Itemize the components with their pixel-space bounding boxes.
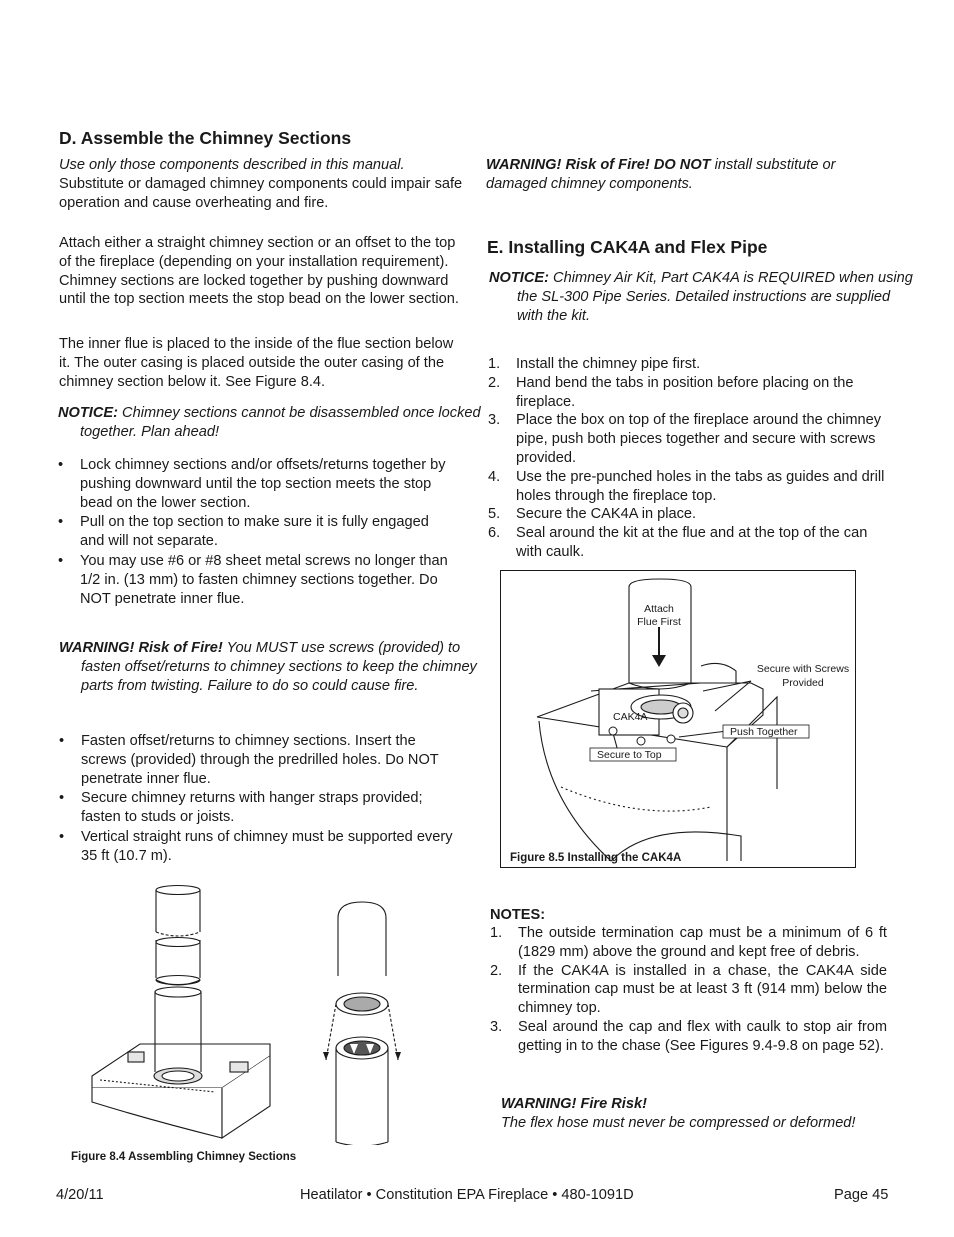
intro-italic: Use only those components described in this manual.: [59, 157, 405, 173]
fire-risk-warning: [501, 1095, 891, 1133]
list-item: • Vertical straight runs of chimney must be supported every 35 ft (10.7 m).: [59, 828, 465, 866]
list-item: 3. Place the box on top of the fireplace around the chimney pipe, push both pieces together and secure with screws provided.: [488, 412, 882, 466]
bullet-list-1: [58, 456, 456, 608]
section-d-para2: The inner flue is placed to the inside of the flue section below it. The outer casing is placed outside the outer casing of the chimney section below it. See Figure 8.4.: [59, 336, 454, 390]
fire-risk-label: WARNING! Fire Risk!: [501, 1096, 647, 1112]
notes-title: NOTES:: [490, 907, 546, 923]
list-item: 2. If the CAK4A is installed in a chase, the CAK4A side termination cap must be at least 3 ft (914 mm) below the chimney top.: [490, 962, 887, 1017]
label-push-together: Push Together: [730, 726, 798, 738]
figure-8-4-caption: Figure 8.4 Assembling Chimney Sections: [71, 1151, 297, 1163]
footer-page-number: Page 45: [834, 1187, 889, 1203]
label-cak4a: CAK4A: [613, 711, 648, 723]
label-secure-to-top: Secure to Top: [597, 749, 662, 761]
label-attach: Attach: [644, 603, 674, 615]
list-item: 4. Use the pre-punched holes in the tabs as guides and drill holes through the fireplace top.: [488, 468, 885, 504]
notice-label: NOTICE:: [58, 405, 118, 421]
list-item: 1. The outside termination cap must be a minimum of 6 ft (1829 mm) above the ground and kept free of debris.: [490, 925, 887, 960]
figure-8-5: [500, 570, 856, 868]
fire-risk-text: The flex hose must never be compressed or deformed!: [501, 1114, 856, 1131]
notice-text: Chimney Air Kit, Part CAK4A is REQUIRED when using the SL-300 Pipe Series. Detailed instructions are supplied with the kit.: [517, 270, 913, 324]
label-flue-first: Flue First: [637, 616, 681, 628]
section-d-intro: [59, 156, 464, 212]
right-top-warning: [486, 156, 898, 194]
chimney-sections-illustration: [80, 880, 420, 1145]
footer-date: 4/20/11: [56, 1187, 104, 1203]
figure-8-5-caption: Figure 8.5 Installing the CAK4A: [510, 852, 682, 864]
list-item: • Fasten offset/returns to chimney sections. Insert the screws (provided) through the predrilled holes. Do NOT penetrate inner flue.: [59, 732, 465, 788]
section-d-warning: [59, 639, 486, 695]
list-item: • Lock chimney sections and/or offsets/returns together by pushing downward until the top section meets the stop bead on the lower section.: [58, 456, 456, 512]
intro-rest: Substitute or damaged chimney components could impair safe operation and cause overheating and fire.: [59, 175, 463, 211]
list-item: • Pull on the top section to make sure it is fully engaged and will not separate.: [58, 513, 456, 551]
section-e-notice: [489, 269, 919, 325]
section-d-para1: Attach either a straight chimney section or an offset to the top of the fireplace (depending on your installation requirement). Chimney sections are locked together by pushing downward until the top section meets the stop bead on the lower section.: [59, 235, 459, 308]
cak4a-illustration: [501, 571, 855, 867]
footer-title: Heatilator • Constitution EPA Fireplace • 480-1091D: [300, 1187, 634, 1203]
bullet-list-2: [59, 732, 465, 866]
list-item: 6. Seal around the kit at the flue and at the top of the can with caulk.: [488, 525, 868, 560]
notes-list: [490, 924, 887, 1056]
section-d-notice: [58, 404, 486, 442]
section-e-title: E. Installing CAK4A and Flex Pipe: [487, 237, 768, 257]
warning-text: install substitute or damaged chimney components.: [486, 157, 836, 192]
list-item: 5. Secure the CAK4A in place.: [488, 506, 697, 523]
install-steps: [488, 355, 888, 562]
notice-label: NOTICE:: [489, 270, 549, 286]
list-item: • Secure chimney returns with hanger straps provided; fasten to studs or joists.: [59, 789, 465, 827]
warning-label: WARNING! Risk of Fire!: [59, 640, 223, 656]
warning-label: WARNING! Risk of Fire! DO NOT: [486, 157, 711, 173]
label-secure-with-screws: Secure with Screws: [756, 663, 850, 675]
label-provided: Provided: [782, 677, 824, 689]
warning-text: You MUST use screws (provided) to fasten offset/returns to chimney sections to keep the chimney parts from twisting. Failure to do so could cause fire.: [81, 640, 477, 694]
list-item: 3. Seal around the cap and flex with caulk to stop air from getting in to the chase (See Figures 9.4-9.8 on page 52).: [490, 1018, 887, 1054]
notice-text: Chimney sections cannot be disassembled once locked together. Plan ahead!: [80, 405, 481, 440]
list-item: 1. Install the chimney pipe first.: [488, 356, 701, 372]
section-d-title: D. Assemble the Chimney Sections: [59, 128, 352, 148]
list-item: • You may use #6 or #8 sheet metal screws no longer than 1/2 in. (13 mm) to fasten chimney sections together. Do NOT penetrate inner flue.: [58, 552, 456, 608]
list-item: 2. Hand bend the tabs in position before placing on the fireplace.: [488, 374, 854, 410]
